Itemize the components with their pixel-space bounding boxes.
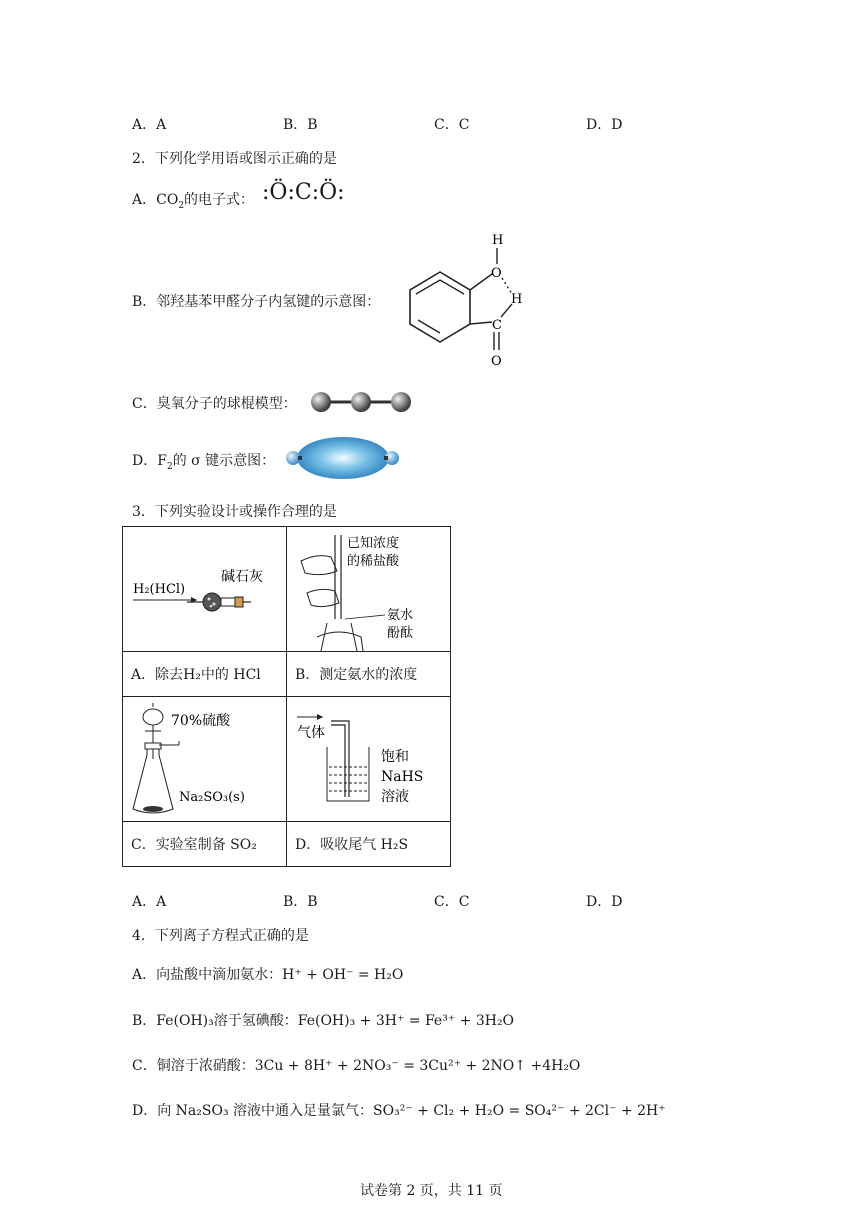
cell-a-caption: A．除去H₂中的 HCl [123,652,287,697]
label-sodium-sulfite: Na₂SO₃(s) [179,790,245,805]
q3-option-b: B．B [283,894,318,910]
cell-c-caption: C．实验室制备 SO₂ [123,822,287,867]
q4-option-b: B．Fe(OH)₃溶于氢碘酸：Fe(OH)₃ + 3H⁺ = Fe³⁺ + 3H₂O [132,1013,515,1029]
gas-absorption-figure [287,697,450,821]
q3-option-d: D．D [586,894,623,910]
q3-stem: 3．下列实验设计或操作合理的是 [132,504,337,520]
cell-b-picture [287,527,451,652]
q1-option-b: B．B [283,117,318,133]
label-soda-lime: 碱石灰 [221,569,263,585]
q1-option-c: C．C [434,117,470,133]
label-gas-in: H₂(HCl) [133,582,186,597]
cell-a-picture [123,527,287,652]
label-solution: 溶液 [381,789,409,805]
q2-option-d: D．$F_2$的 σ 键示意图： [132,453,276,472]
label-h-top: H [492,233,504,248]
f2-sigma-bond-diagram [282,436,404,480]
q3-option-c: C．C [434,894,470,910]
ozone-ball-stick-model [308,389,416,415]
label-o-bottom: O [491,354,502,369]
label-phenolphthalein: 酚酞 [387,626,414,641]
label-o-top: O [491,266,502,281]
cell-d-caption: D．吸收尾气 H₂S [287,822,451,867]
q4-option-c: C．铜溶于浓硝酸：3Cu + 8H⁺ + 2NO₃⁻ = 3Cu²⁺ + 2NO↑ +4H₂O [132,1058,581,1074]
q2-option-a: A．$CO_2$的电子式： [132,192,255,211]
q2-option-c: C．臭氧分子的球棍模型： [132,396,297,412]
experiment-table [122,526,451,867]
q4-option-a: A．向盐酸中滴加氨水：H⁺ + OH⁻ = H₂O [132,967,404,983]
label-nahs: NaHS [381,769,424,785]
q4-stem: 4．下列离子方程式正确的是 [132,928,309,944]
q2-option-b: B．邻羟基苯甲醛分子内氢键的示意图： [132,294,381,310]
co2-electron-formula: :Ö:C:Ö: [262,180,345,205]
salicylaldehyde-diagram [400,228,540,373]
page-footer: 试卷第 2 页，共 11 页 [360,1183,503,1199]
label-h-bond: H [511,292,523,307]
label-saturated: 饱和 [381,749,409,765]
label-known-conc: 已知浓度 [347,536,400,551]
q1-option-a: A．A [132,117,167,133]
q2-stem: 2．下列化学用语或图示正确的是 [132,151,337,167]
q4-option-d: D．向 Na₂SO₃ 溶液中通入足量氯气：SO₃²⁻ + Cl₂ + H₂O = SO₄²⁻ + 2Cl⁻ + 2H⁺ [132,1103,666,1119]
label-ammonia: 氨水 [387,608,414,623]
titration-figure [287,527,450,651]
q1-option-d: D．D [586,117,623,133]
label-dilute-hcl: 的稀盐酸 [347,554,400,569]
cell-c-picture [123,697,287,822]
cell-d-picture [287,697,451,822]
label-gas: 气体 [297,725,325,741]
so2-generator-figure [123,697,286,821]
drying-tube-figure [123,527,286,651]
label-c: C [492,318,502,333]
cell-b-caption: B．测定氨水的浓度 [287,652,451,697]
label-sulfuric-acid: 70%硫酸 [171,713,231,729]
q3-option-a: A．A [132,894,167,910]
